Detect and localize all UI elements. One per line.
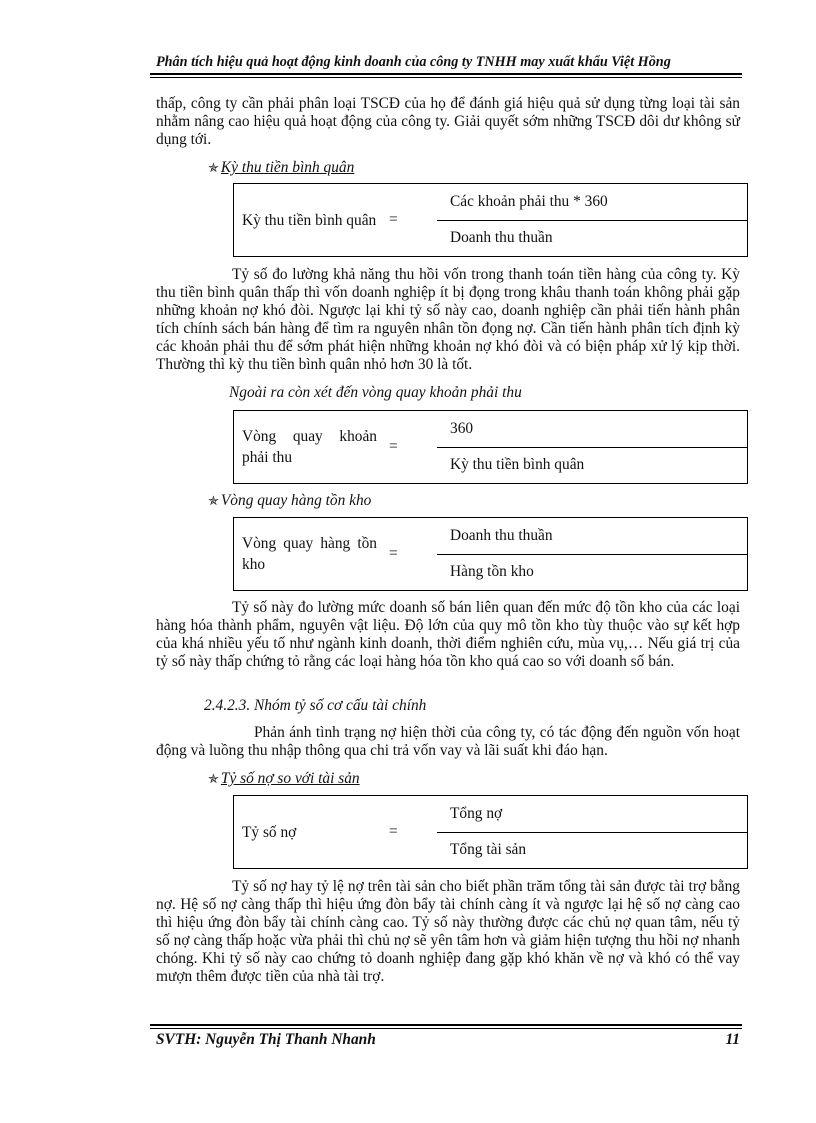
formula-denominator: Tổng tài sản xyxy=(450,841,527,858)
heading-ky-thu: ✯ Kỳ thu tiền bình quân xyxy=(208,159,355,176)
star-bullet-icon: ✯ xyxy=(208,771,219,786)
vong-quay-paragraph: Tỷ số này đo lường mức doanh số bán liên quan đến mức độ tồn kho của các loại hàng hóa thành phẩm, nguyên vật liệu. Độ lớn của quy mô tồn kho tùy thuộc vào sự kết hợp của khá nhiều yếu tố như ngành kinh doanh, thời điểm nghiên cứu, mùa vụ,… Nếu giá trị của tỷ số này thấp chứng tỏ rằng các loại hàng hóa tồn kho quá cao so với doanh số bán. xyxy=(156,599,740,670)
formula-numerator: Tổng nợ xyxy=(437,796,747,833)
footer-author: SVTH: Nguyễn Thị Thanh Nhanh xyxy=(156,1031,376,1048)
star-bullet-icon: ✯ xyxy=(208,160,219,175)
page-header-title: Phân tích hiệu quả hoạt động kinh doanh của công ty TNHH may xuất khẩu Việt Hồng xyxy=(156,54,671,70)
ty-so-no-paragraph: Tỷ số nợ hay tỷ lệ nợ trên tài sản cho biết phần trăm tổng tài sản được tài trợ bằng nợ. Hệ số nợ càng thấp thì hiệu ứng đòn bẩy tài chính càng ít và ngược lại hệ số nợ càng cao thì hiệu ứng đòn bẩy tài chính càng cao. Tỷ số này thường được các chủ nợ quan tâm, nếu tỷ số nợ càng thấp hoặc vừa phải thì chủ nợ sẽ yên tâm hơn và giảm hiện tượng thu hồi nợ nhanh chóng. Khi tỷ số này cao chứng tỏ doanh nghiệp đang gặp khó khăn về nợ và khó có thể vay mượn thêm được tiền của nhà tài trợ. xyxy=(156,878,740,985)
ky-thu-paragraph: Tỷ số đo lường khả năng thu hồi vốn trong thanh toán tiền hàng của công ty. Kỳ thu tiền bình quân thấp thì vốn doanh nghiệp ít bị đọng trong khâu thanh toán không phải gặp những khoản nợ khó đòi. Ngược lại khi tỷ số này cao, doanh nghiệp cần phải tiến hành phân tích chính sách bán hàng để tìm ra nguyên nhân tồn đọng nợ. Cần tiến hành phân tích định kỳ các khoản phải thu để sớm phát hiện những khoản nợ khó đòi và có biện pháp xử lý kịp thời. Thường thì kỳ thu tiền bình quân nhỏ hơn 30 là tốt. xyxy=(156,266,740,373)
formula-ky-thu xyxy=(233,183,748,257)
formula-numerator: Các khoản phải thu * 360 xyxy=(437,184,747,221)
formula-lhs: Tỷ số nợ xyxy=(242,823,297,841)
formula-denominator: Kỳ thu tiền bình quân xyxy=(450,456,585,473)
formula-ty-so-no xyxy=(233,795,748,869)
formula-equals: = xyxy=(389,438,398,455)
header-rule xyxy=(150,73,742,78)
heading-vong-quay: ✯ Vòng quay hàng tồn kho xyxy=(208,492,372,509)
footer-rule xyxy=(150,1024,742,1029)
page-footer xyxy=(156,1031,740,1049)
formula-denominator: Doanh thu thuần xyxy=(450,229,553,246)
formula-vong-quay-ton-kho xyxy=(233,517,748,591)
formula-lhs: Vòng quay khoản phải thu xyxy=(242,428,377,466)
co-cau-paragraph: Phản ánh tình trạng nợ hiện thời của công ty, có tác động đến nguồn vốn hoạt động và luồng thu nhập thông qua chi trả vốn vay và lãi suất khi đáo hạn. xyxy=(156,724,740,759)
heading-co-cau: 2.4.2.3. Nhóm tỷ số cơ cấu tài chính xyxy=(204,697,427,714)
star-bullet-icon: ✯ xyxy=(208,493,219,508)
formula-numerator: Doanh thu thuần xyxy=(437,518,747,555)
formula-equals: = xyxy=(389,823,398,840)
formula-equals: = xyxy=(389,545,398,562)
intro-paragraph: thấp, công ty cần phải phân loại TSCĐ của họ để đánh giá hiệu quả sử dụng từng loại tài sản nhằm nâng cao hiệu quả hoạt động của công ty. Giải quyết sớm những TSCĐ dôi dư không sử dụng tới. xyxy=(156,95,740,148)
formula-vong-quay-phai-thu xyxy=(233,410,748,484)
formula-lhs: Kỳ thu tiền bình quân xyxy=(242,211,377,229)
page-number: 11 xyxy=(725,1031,740,1048)
formula-lhs: Vòng quay hàng tồn kho xyxy=(242,535,377,573)
heading-ty-so-no: ✯ Tỷ số nợ so với tài sản xyxy=(208,770,360,787)
formula-denominator: Hàng tồn kho xyxy=(450,563,534,580)
ky-thu-extra: Ngoài ra còn xét đến vòng quay khoản phải thu xyxy=(229,384,522,401)
formula-numerator: 360 xyxy=(437,411,747,448)
formula-equals: = xyxy=(389,211,398,228)
